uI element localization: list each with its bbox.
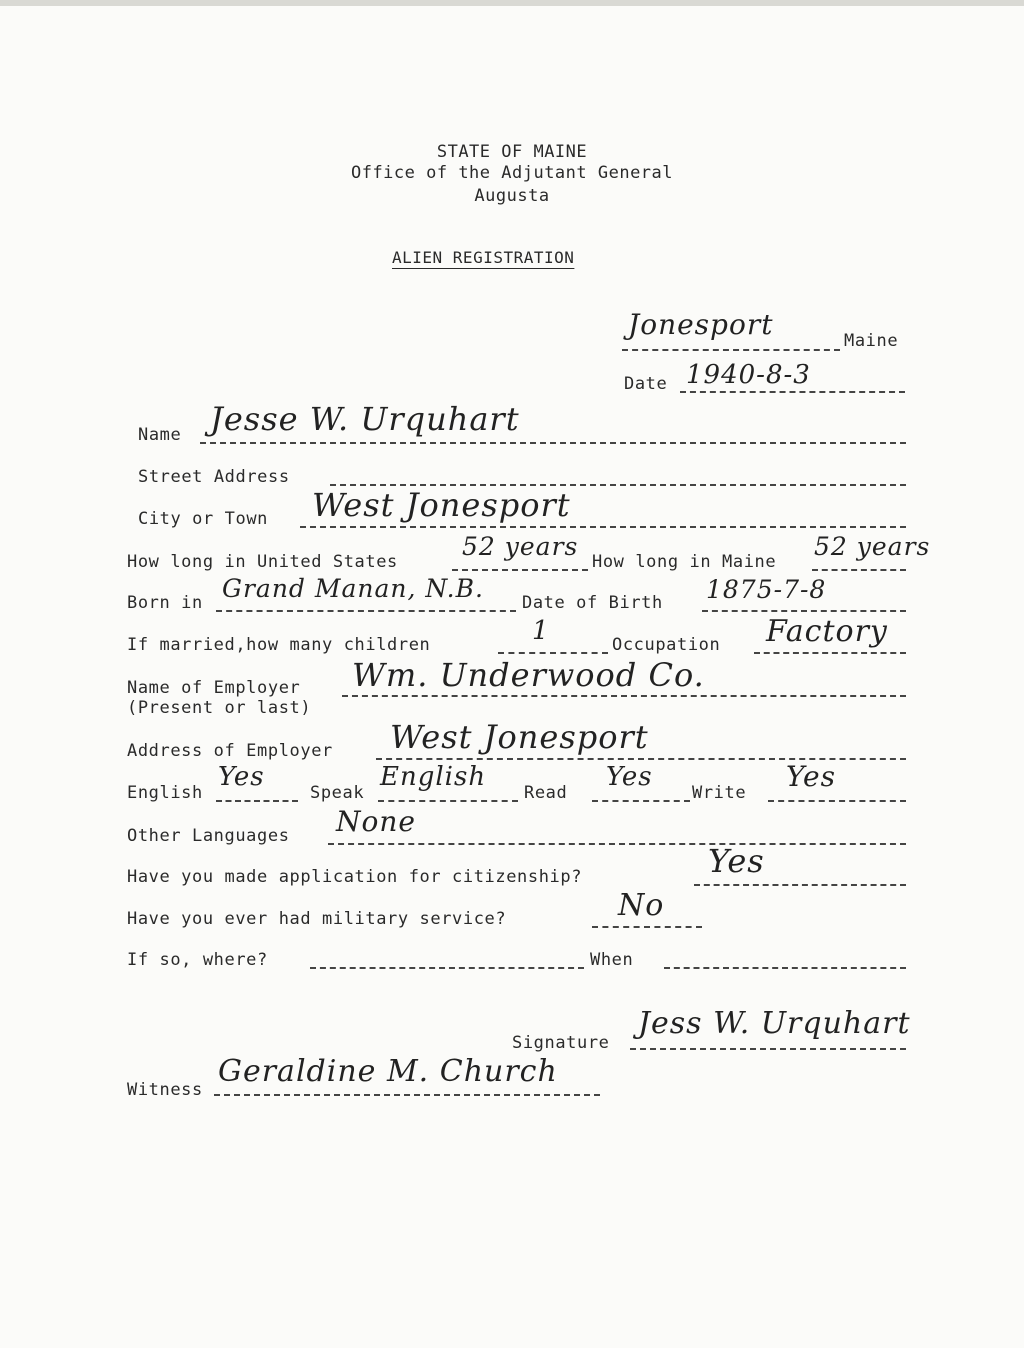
military-label: Have you ever had military service? <box>127 909 507 929</box>
other-lang-label: Other Languages <box>127 826 290 846</box>
dob-value: 1875-7-8 <box>706 575 827 604</box>
english-value: Yes <box>218 762 265 792</box>
military-value: No <box>618 888 665 923</box>
date-value: 1940-8-3 <box>686 360 811 390</box>
employer-label: Name of Employer <box>127 678 301 698</box>
other-lang-line <box>328 843 906 845</box>
city-value: West Jonesport <box>312 486 571 524</box>
header-state: STATE OF MAINE <box>436 142 588 162</box>
emp-addr-label: Address of Employer <box>127 741 333 761</box>
read-line <box>592 800 690 802</box>
signature-label: Signature <box>512 1033 610 1053</box>
place-value: Jonesport <box>628 308 774 341</box>
name-value: Jesse W. Urquhart <box>210 400 520 438</box>
name-line <box>200 442 906 444</box>
children-value: 1 <box>532 616 550 646</box>
read-label: Read <box>524 783 568 803</box>
employer-sub: (Present or last) <box>127 698 312 718</box>
read-value: Yes <box>606 762 653 792</box>
born-value: Grand Manan, N.B. <box>222 574 484 603</box>
maine-value: 52 years <box>814 532 931 561</box>
witness-line <box>214 1094 600 1096</box>
us-label: How long in United States <box>127 552 398 572</box>
where-label: If so, where? <box>127 950 268 970</box>
place-line <box>622 349 840 351</box>
header-office: Office of the Adjutant General <box>350 163 674 183</box>
write-line <box>768 800 906 802</box>
other-lang-value: None <box>336 805 416 838</box>
employer-value: Wm. Underwood Co. <box>352 656 705 694</box>
signature-line <box>630 1048 906 1050</box>
us-value: 52 years <box>462 532 579 561</box>
occupation-line <box>754 652 906 654</box>
us-line <box>452 569 588 571</box>
english-line <box>216 800 298 802</box>
write-label: Write <box>692 783 747 803</box>
when-label: When <box>590 950 634 970</box>
citizenship-line <box>694 884 906 886</box>
occupation-label: Occupation <box>612 635 721 655</box>
citizenship-value: Yes <box>708 842 765 880</box>
street-label: Street Address <box>138 467 290 487</box>
military-line <box>592 926 702 928</box>
scan-edge <box>0 0 1024 6</box>
signature-value: Jess W. Urquhart <box>638 1006 911 1041</box>
city-label: City or Town <box>138 509 269 529</box>
city-line <box>300 526 906 528</box>
born-line <box>216 610 516 612</box>
employer-line <box>342 695 906 697</box>
dob-line <box>702 610 906 612</box>
children-label: If married,how many children <box>127 635 431 655</box>
where-line <box>310 967 584 969</box>
name-label: Name <box>138 425 182 445</box>
speak-line <box>378 800 518 802</box>
maine-label: How long in Maine <box>592 552 777 572</box>
born-label: Born in <box>127 593 203 613</box>
dob-label: Date of Birth <box>522 593 663 613</box>
speak-label: Speak <box>310 783 365 803</box>
date-line <box>680 391 905 393</box>
place-label: Maine <box>844 331 899 351</box>
maine-line <box>812 569 906 571</box>
emp-addr-value: West Jonesport <box>390 718 649 756</box>
citizenship-label: Have you made application for citizenship? <box>127 867 583 887</box>
write-value: Yes <box>786 760 836 793</box>
header-city: Augusta <box>474 186 550 206</box>
witness-value: Geraldine M. Church <box>218 1054 558 1089</box>
english-label: English <box>127 783 203 803</box>
form-title: ALIEN REGISTRATION <box>392 248 575 267</box>
speak-value: English <box>380 762 487 792</box>
when-line <box>664 967 906 969</box>
date-label: Date <box>624 374 668 394</box>
children-line <box>498 652 608 654</box>
occupation-value: Factory <box>766 614 888 649</box>
witness-label: Witness <box>127 1080 203 1100</box>
